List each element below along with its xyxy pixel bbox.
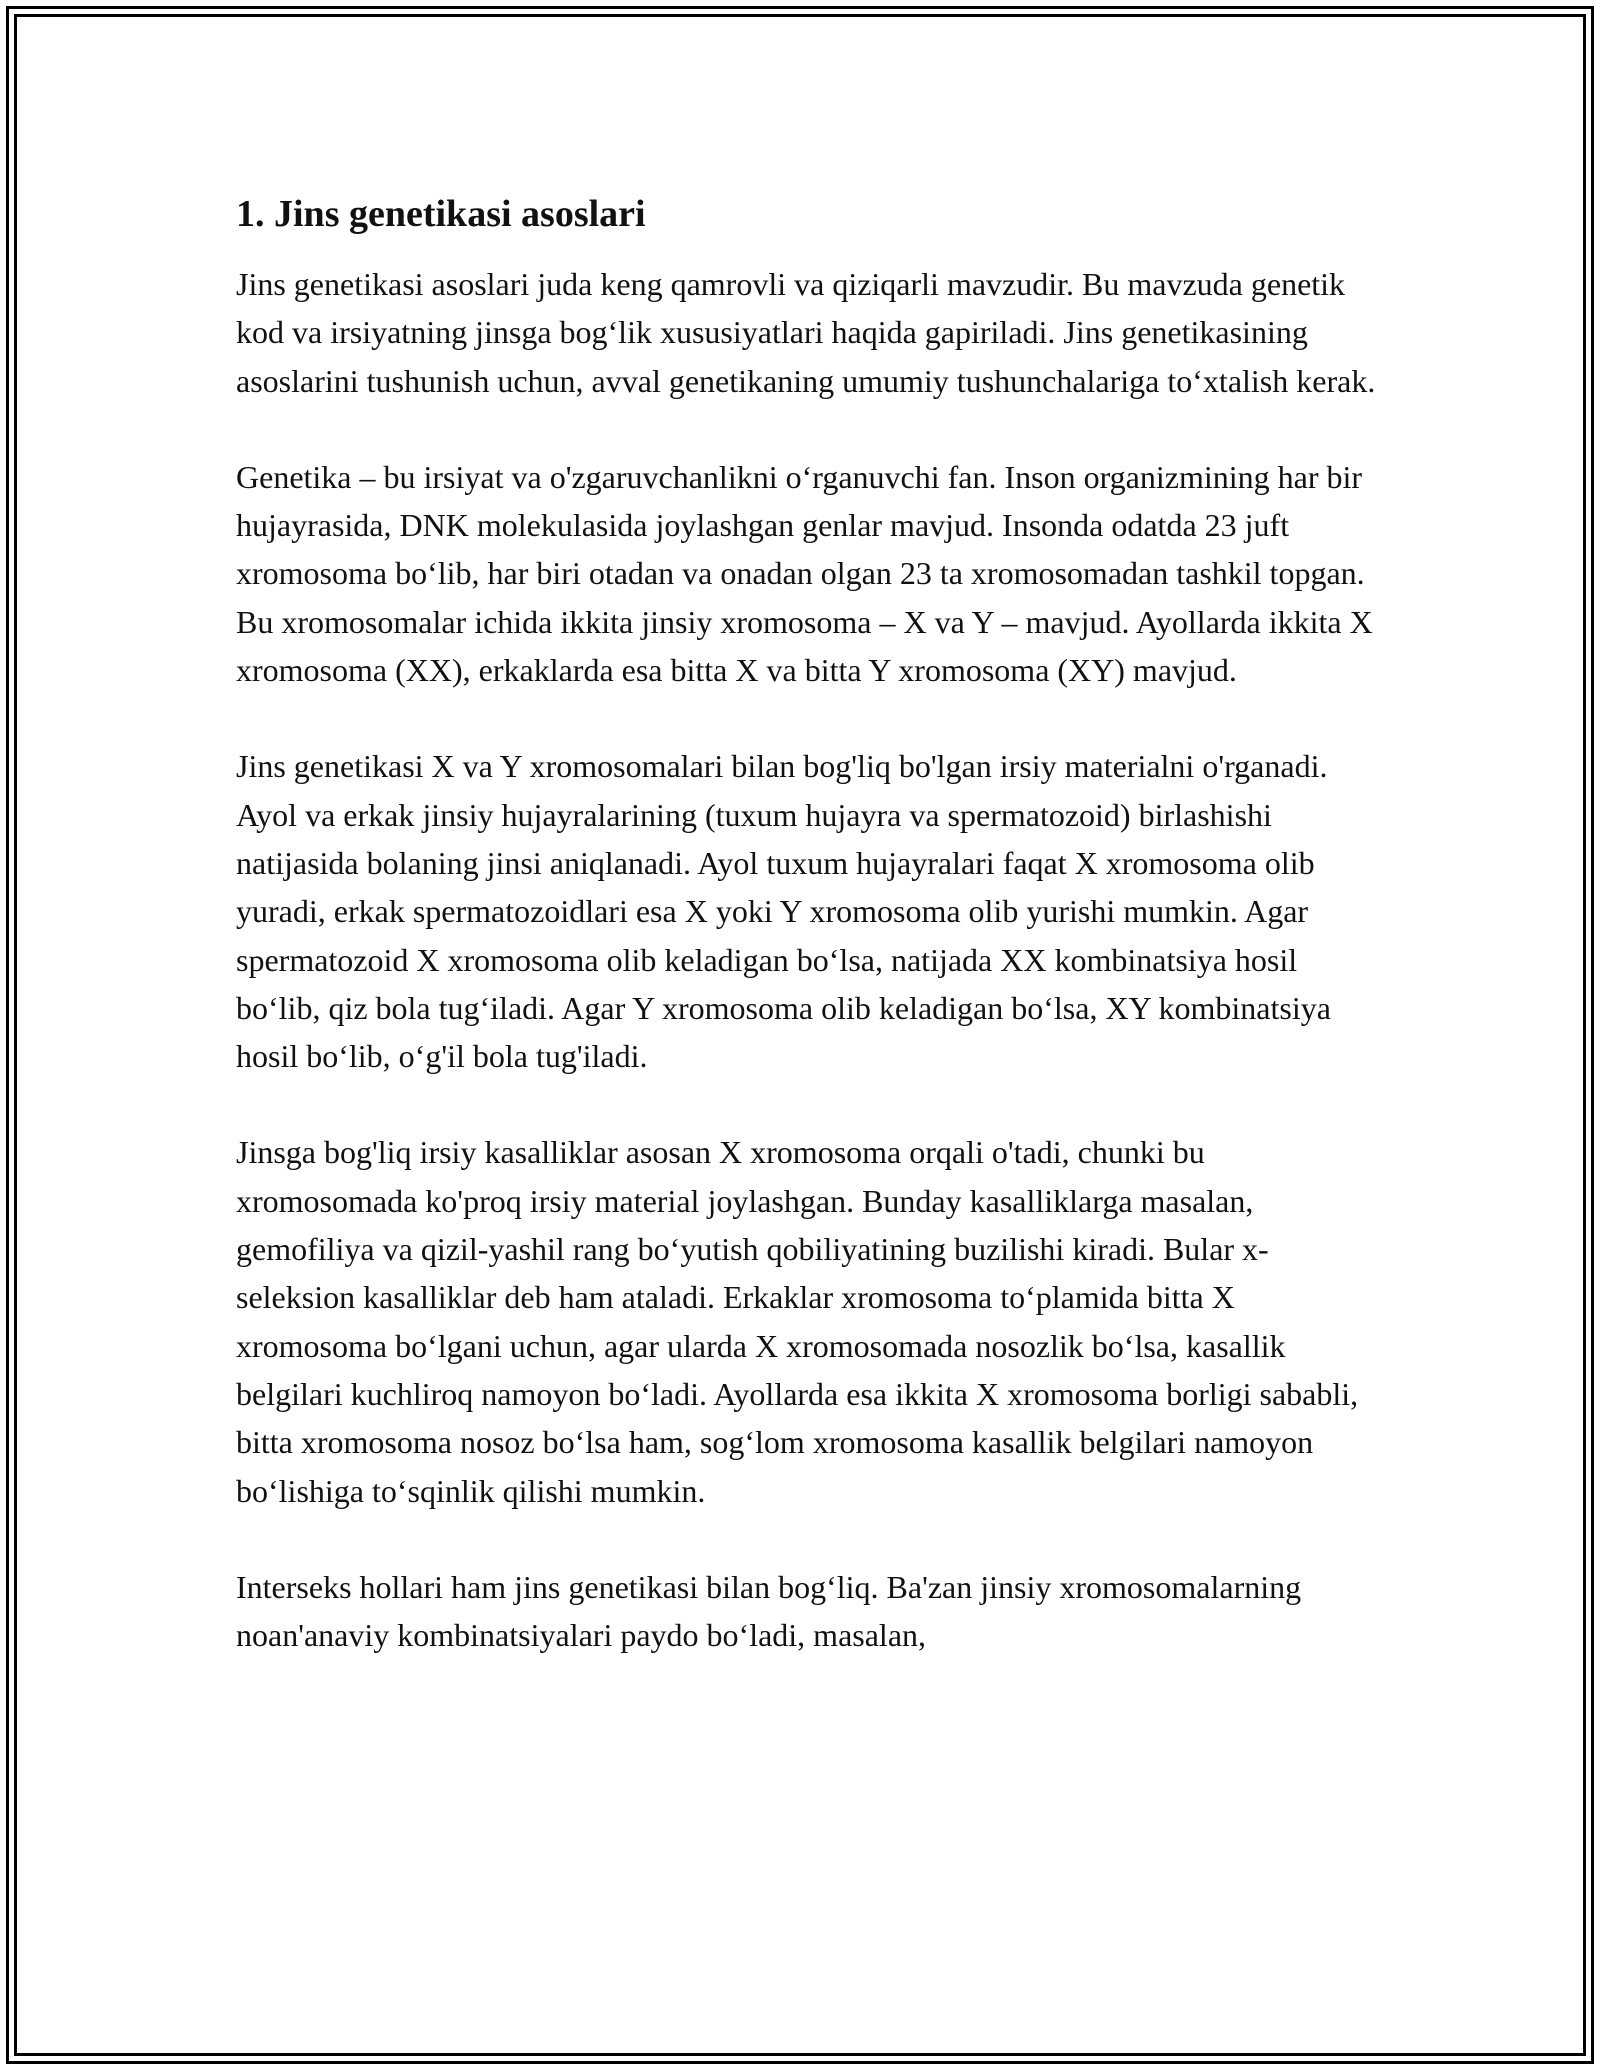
paragraph-x-linked-diseases: Jinsga bog'liq irsiy kasalliklar asosan X xromosoma orqali o'tadi, chunki bu xromosomada ko'proq irsiy material joylashgan. Bunday kasalliklarga masalan, gemofiliya va qizil-yashil rang bo‘yutish qobiliyatining buzilishi kiradi. Bular x-seleksion kasalliklar deb ham ataladi. Erkaklar xromosoma to‘plamida bitta X xromosoma bo‘lgani uchun, agar ularda X xromosomada nosozlik bo‘lsa, kasallik belgilari kuchliroq namoyon bo‘ladi. Ayollarda esa ikkita X xromosoma borligi sababli, bitta xromosoma nosoz bo‘lsa ham, sog‘lom xromosoma kasallik belgilari namoyon bo‘lishiga to‘sqinlik qilishi mumkin.: [236, 1134, 1359, 1509]
document-body: [236, 186, 1386, 1707]
paragraph-sex-determination: Jins genetikasi X va Y xromosomalari bilan bog'liq bo'lgan irsiy materialni o'rganadi. Ayol va erkak jinsiy hujayralarining (tuxum hujayra va spermatozoid) birlashishi natijasida bolaning jinsi aniqlanadi. Ayol tuxum hujayralari faqat X xromosoma olib yuradi, erkak spermatozoidlari esa X yoki Y xromosoma olib yurishi mumkin. Agar spermatozoid X xromosoma olib keladigan bo‘lsa, natijada XX kombinatsiya hosil bo‘lib, qiz bola tug‘iladi. Agar Y xromosoma olib keladigan bo‘lsa, XY kombinatsiya hosil bo‘lib, o‘g'il bola tug'iladi.: [236, 748, 1331, 1075]
paragraph-genetics-definition: Genetika – bu irsiyat va o'zgaruvchanlikni o‘rganuvchi fan. Inson organizmining har bir hujayrasida, DNK molekulasida joylashgan genlar mavjud. Insonda odatda 23 juft xromosoma bo‘lib, har biri otadan va onadan olgan 23 ta xromosomadan tashkil topgan. Bu xromosomalar ichida ikkita jinsiy xromosoma – X va Y – mavjud. Ayollarda ikkita X xromosoma (XX), erkaklarda esa bitta X va bitta Y xromosoma (XY) mavjud.: [236, 458, 1373, 689]
section-heading: 1. Jins genetikasi asoslari: [236, 193, 646, 235]
paragraph-intro: Jins genetikasi asoslari juda keng qamrovli va qiziqarli mavzudir. Bu mavzuda genetik kod va irsiyatning jinsga bog‘lik xususiyatlari haqida gapiriladi. Jins genetikasining asoslarini tushunish uchun, avval genetikaning umumiy tushunchalariga to‘xtalish kerak.: [236, 266, 1376, 399]
paragraph-intersex: Interseks hollari ham jins genetikasi bilan bog‘liq. Ba'zan jinsiy xromosomalarning noan'anaviy kombinatsiyalari paydo bo‘ladi, masalan,: [236, 1568, 1302, 1654]
